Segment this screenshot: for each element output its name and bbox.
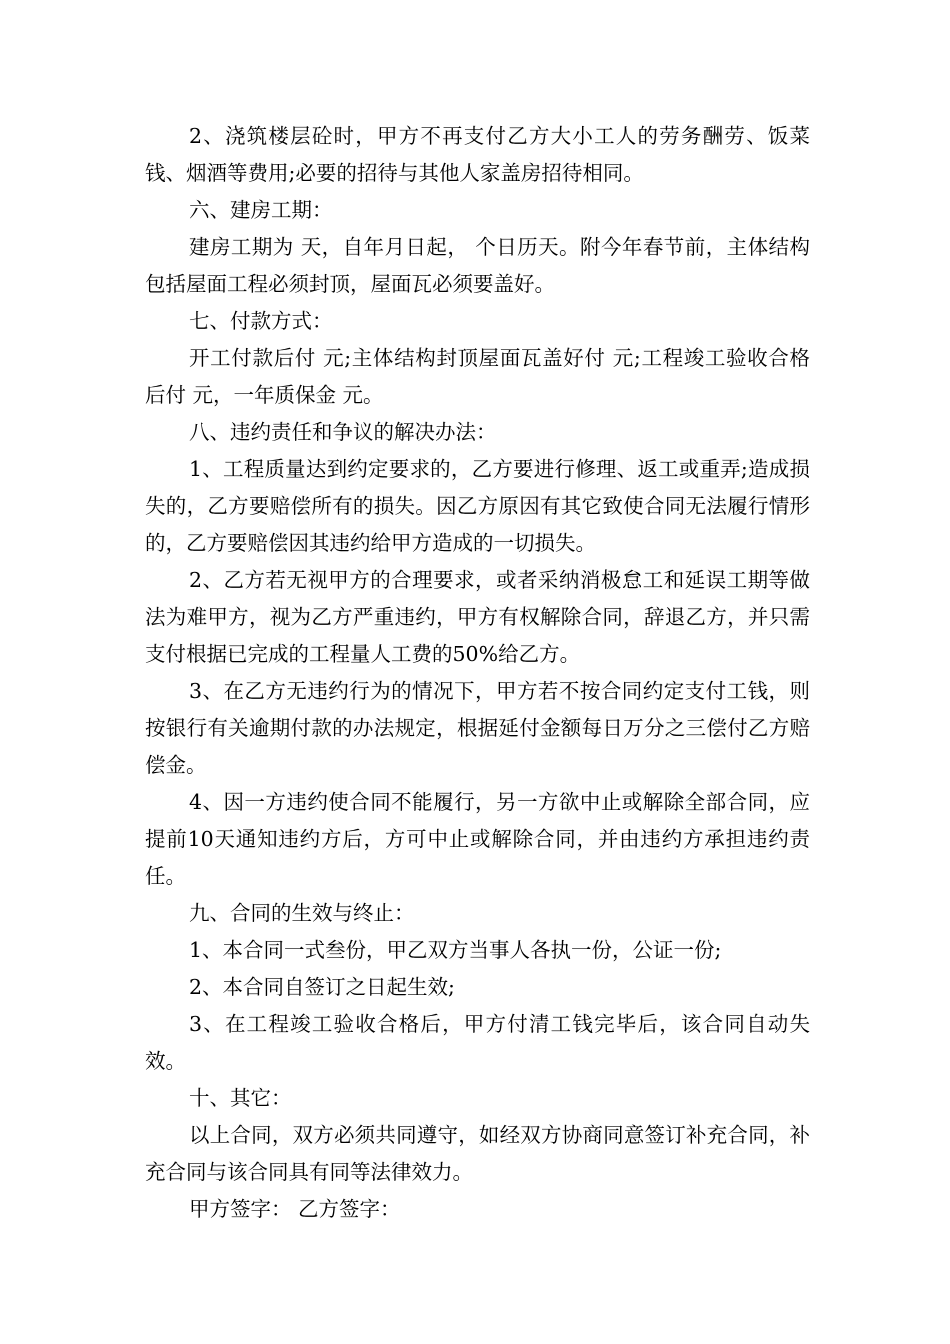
paragraph-breach-clause-3: 3、在乙方无违约行为的情况下，甲方若不按合同约定支付工钱，则按银行有关逾期付款的办法规定，根据延付金额每日万分之三偿付乙方赔偿金。 xyxy=(145,679,810,777)
paragraph-clause-concrete-pouring: 2、浇筑楼层砼时，甲方不再支付乙方大小工人的劳务酬劳、饭菜钱、烟酒等费用;必要的招待与其他人家盖房招待相同。 xyxy=(145,124,810,185)
heading-payment-method: 七、付款方式： xyxy=(189,309,333,333)
heading-other: 十、其它： xyxy=(189,1086,292,1110)
document-body xyxy=(145,118,810,1228)
paragraph-breach-clause-1: 1、工程质量达到约定要求的，乙方要进行修理、返工或重弄;造成损失的，乙方要赔偿所有的损失。因乙方原因有其它致使合同无法履行情形的，乙方要赔偿因其违约给甲方造成的一切损失。 xyxy=(145,457,810,555)
paragraph-breach-clause-4: 4、因一方违约使合同不能履行，另一方欲中止或解除全部合同，应提前10天通知违约方后，方可中止或解除合同，并由违约方承担违约责任。 xyxy=(145,790,810,888)
paragraph-effect-clause-2: 2、本合同自签订之日起生效; xyxy=(189,975,455,999)
paragraph-effect-clause-1: 1、本合同一式叁份，甲乙双方当事人各执一份，公证一份; xyxy=(189,938,722,962)
heading-effect-termination: 九、合同的生效与终止： xyxy=(189,901,415,925)
signature-line: 甲方签字： 乙方签字： xyxy=(189,1197,401,1221)
paragraph-effect-clause-3: 3、在工程竣工验收合格后，甲方付清工钱完毕后，该合同自动失效。 xyxy=(145,1012,810,1073)
paragraph-other: 以上合同，双方必须共同遵守，如经双方协商同意签订补充合同，补充合同与该合同具有同等法律效力。 xyxy=(145,1123,810,1184)
paragraph-breach-clause-2: 2、乙方若无视甲方的合理要求，或者采纳消极怠工和延误工期等做法为难甲方，视为乙方严重违约，甲方有权解除合同，辞退乙方，并只需支付根据已完成的工程量人工费的50%给乙方。 xyxy=(145,568,810,666)
paragraph-construction-period: 建房工期为 天，自年月日起， 个日历天。附今年春节前，主体结构包括屋面工程必须封顶，屋面瓦必须要盖好。 xyxy=(145,235,810,296)
heading-construction-period: 六、建房工期： xyxy=(189,198,333,222)
paragraph-payment-method: 开工付款后付 元;主体结构封顶屋面瓦盖好付 元;工程竣工验收合格后付 元，一年质保金 元。 xyxy=(145,346,810,407)
heading-breach-liability: 八、违约责任和争议的解决办法： xyxy=(189,420,497,444)
